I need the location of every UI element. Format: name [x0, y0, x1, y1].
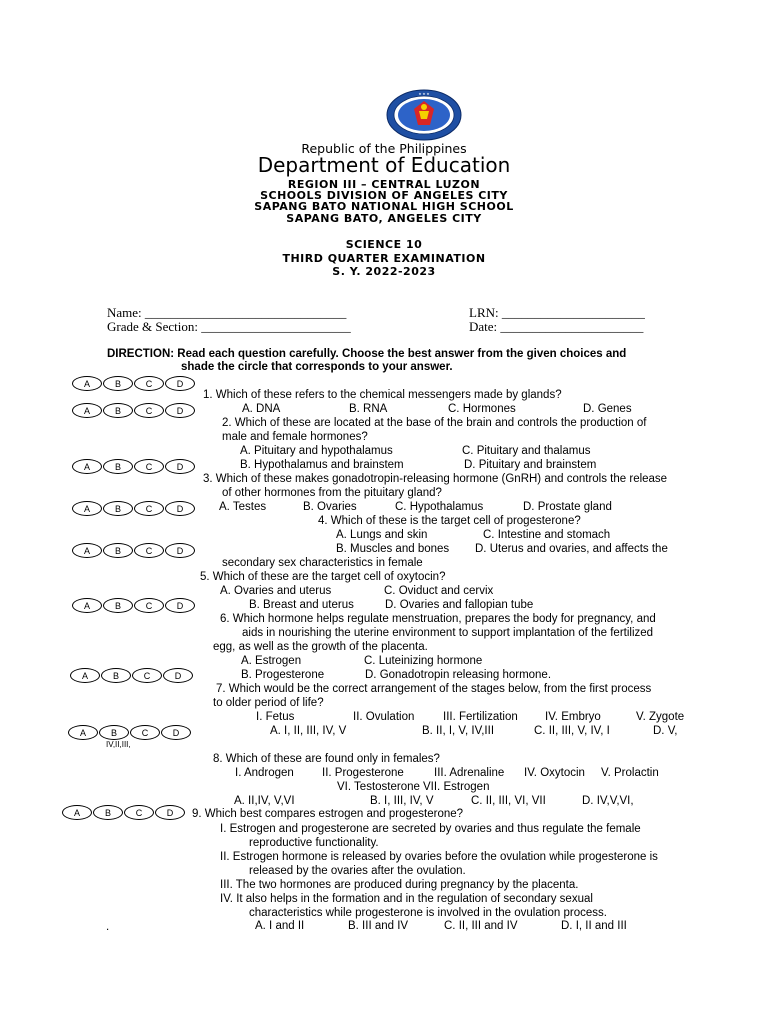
- question-2-cont: male and female hormones?: [222, 431, 368, 443]
- question-3-cont: of other hormones from the pituitary gland?: [222, 487, 442, 499]
- q8-item-5: V. Prolactin: [601, 767, 659, 779]
- question-4: 4. Which of these is the target cell of progesterone?: [318, 515, 581, 527]
- q3-choice-b: B. Ovaries: [303, 501, 357, 513]
- bubble-b[interactable]: B: [101, 668, 131, 683]
- q8-item-1: I. Androgen: [235, 767, 294, 779]
- q5-choice-b: B. Breast and uterus: [249, 599, 354, 611]
- q6-choice-c: C. Luteinizing hormone: [364, 655, 483, 667]
- q9-statement-2: II. Estrogen hormone is released by ovaries before the ovulation while progesterone is: [220, 851, 658, 863]
- q7-choice-d: D. V,: [653, 725, 678, 737]
- bubble-c[interactable]: C: [132, 668, 162, 683]
- q3-choice-d: D. Prostate gland: [523, 501, 612, 513]
- bubble-c[interactable]: C: [134, 501, 164, 516]
- date-field[interactable]: Date: ______________________: [469, 319, 644, 334]
- bubble-d[interactable]: D: [165, 598, 195, 613]
- school-year: S. Y. 2022-2023: [332, 265, 436, 278]
- bubble-a[interactable]: A: [72, 501, 102, 516]
- q9-statement-2-cont: released by the ovaries after the ovulation.: [249, 865, 466, 877]
- q5-choice-c: C. Oviduct and cervix: [384, 585, 494, 597]
- name-field[interactable]: Name: _______________________________: [107, 305, 347, 320]
- bubble-c[interactable]: C: [130, 725, 160, 740]
- q9-choice-a: A. I and II: [255, 920, 305, 932]
- bubble-b[interactable]: B: [103, 598, 133, 613]
- answer-bubbles-q8[interactable]: [68, 725, 191, 740]
- q9-statement-1-cont: reproductive functionality.: [249, 837, 379, 849]
- q8-choice-a: A. II,IV, V,VI: [234, 795, 295, 807]
- answer-bubbles-q9[interactable]: [62, 805, 185, 820]
- answer-bubbles-q1[interactable]: [72, 376, 195, 391]
- q3-choice-a: A. Testes: [219, 501, 267, 513]
- q9-choice-d: D. I, II and III: [561, 920, 627, 932]
- q7-stage-1: I. Fetus: [256, 711, 295, 723]
- bubble-d[interactable]: D: [165, 403, 195, 418]
- q8-choice-d: D. IV,V,VI,: [582, 795, 634, 807]
- q2-choice-a: A. Pituitary and hypothalamus: [240, 445, 393, 457]
- seal-text: ★ ★ ★: [418, 92, 430, 96]
- q2-choice-c: C. Pituitary and thalamus: [462, 445, 591, 457]
- question-7: 7. Which would be the correct arrangement of the stages below, from the first process: [216, 683, 652, 695]
- bubble-a[interactable]: A: [72, 403, 102, 418]
- q8-item-7: VII. Estrogen: [423, 781, 490, 793]
- question-6-cont-2: egg, as well as the growth of the placenta.: [213, 641, 428, 653]
- q4-choice-b: B. Muscles and bones: [336, 543, 450, 555]
- q5-choice-a: A. Ovaries and uterus: [220, 585, 332, 597]
- bubble-a[interactable]: A: [62, 805, 92, 820]
- q8-item-3: III. Adrenaline: [434, 767, 505, 779]
- department-title: Department of Education: [257, 153, 511, 177]
- q3-choice-c: C. Hypothalamus: [395, 501, 484, 513]
- bubble-d[interactable]: D: [165, 459, 195, 474]
- question-7-cont: to older period of life?: [213, 697, 324, 709]
- bubble-c[interactable]: C: [134, 376, 164, 391]
- q6-choice-b: B. Progesterone: [241, 669, 325, 681]
- q9-statement-1: I. Estrogen and progesterone are secreted by ovaries and thus regulate the female: [220, 823, 641, 835]
- q9-choice-b: B. III and IV: [348, 920, 409, 932]
- q9-statement-3: III. The two hormones are produced during pregnancy by the placenta.: [220, 879, 579, 891]
- q7-choice-c: C. II, III, V, IV, I: [534, 725, 610, 737]
- direction-line-1: DIRECTION: Read each question carefully. Choose the best answer from the given choices and: [107, 348, 627, 360]
- q8-item-2: II. Progesterone: [322, 767, 404, 779]
- bubble-a[interactable]: A: [72, 459, 102, 474]
- bubble-a[interactable]: A: [72, 376, 102, 391]
- q8-choice-c: C. II, III, VI, VII: [471, 795, 546, 807]
- school-line: SAPANG BATO NATIONAL HIGH SCHOOL: [254, 200, 514, 213]
- bubble-a[interactable]: A: [68, 725, 98, 740]
- bubble-b[interactable]: B: [103, 543, 133, 558]
- q7-stage-4: IV. Embryo: [545, 711, 601, 723]
- answer-bubbles-q2[interactable]: [72, 403, 195, 418]
- q7-choice-a: A. I, II, III, IV, V: [270, 725, 347, 737]
- bubble-c[interactable]: C: [124, 805, 154, 820]
- exam-subject: SCIENCE 10: [345, 238, 423, 251]
- question-6: 6. Which hormone helps regulate menstruation, prepares the body for pregnancy, and: [220, 613, 656, 625]
- bubble-b[interactable]: B: [93, 805, 123, 820]
- bubble-c[interactable]: C: [134, 543, 164, 558]
- grade-section-field[interactable]: Grade & Section: _______________________: [107, 319, 351, 334]
- q9-statement-4-cont: characteristics while progesterone is involved in the ovulation process.: [249, 907, 607, 919]
- bubble-b[interactable]: B: [103, 403, 133, 418]
- q7-stage-3: III. Fertilization: [443, 711, 518, 723]
- answer-bubbles-q3[interactable]: [72, 459, 195, 474]
- answer-bubbles-q4[interactable]: [72, 501, 195, 516]
- q1-choice-d: D. Genes: [583, 403, 632, 415]
- stray-dot: .: [106, 921, 110, 933]
- q2-choice-b: B. Hypothalamus and brainstem: [240, 459, 404, 471]
- bubble-d[interactable]: D: [165, 376, 195, 391]
- bubble-d[interactable]: D: [161, 725, 191, 740]
- question-4-cont: secondary sex characteristics in female: [222, 557, 423, 569]
- bubble-margin-note: IV,II,III,: [106, 740, 131, 749]
- lrn-field[interactable]: LRN: ______________________: [469, 305, 645, 320]
- q7-stage-5: V. Zygote: [636, 711, 685, 723]
- q1-choice-b: B. RNA: [349, 403, 388, 415]
- division-line: SCHOOLS DIVISION OF ANGELES CITY: [260, 189, 508, 202]
- direction-line-2: shade the circle that corresponds to your answer.: [181, 361, 453, 373]
- q8-choice-b: B. I, III, IV, V: [370, 795, 434, 807]
- bubble-c[interactable]: C: [134, 459, 164, 474]
- bubble-c[interactable]: C: [134, 403, 164, 418]
- q8-item-4: IV. Oxytocin: [524, 767, 585, 779]
- q9-choice-c: C. II, III and IV: [444, 920, 518, 932]
- bubble-a[interactable]: A: [72, 598, 102, 613]
- deped-seal-logo: [386, 89, 462, 141]
- question-8: 8. Which of these are found only in females?: [213, 753, 440, 765]
- bubble-d[interactable]: D: [155, 805, 185, 820]
- q9-statement-4: IV. It also helps in the formation and in the regulation of secondary sexual: [220, 893, 593, 905]
- answer-bubbles-q7[interactable]: [70, 668, 193, 683]
- address-line: SAPANG BATO, ANGELES CITY: [286, 212, 482, 225]
- q2-choice-d: D. Pituitary and brainstem: [464, 459, 597, 471]
- question-2: 2. Which of these are located at the base of the brain and controls the production of: [222, 417, 647, 429]
- bubble-d[interactable]: D: [165, 543, 195, 558]
- q4-choice-c: C. Intestine and stomach: [483, 529, 611, 541]
- bubble-a[interactable]: A: [72, 543, 102, 558]
- bubble-a[interactable]: A: [70, 668, 100, 683]
- q6-choice-a: A. Estrogen: [241, 655, 302, 667]
- bubble-c[interactable]: C: [134, 598, 164, 613]
- bubble-d[interactable]: D: [165, 501, 195, 516]
- q6-choice-d: D. Gonadotropin releasing hormone.: [365, 669, 552, 681]
- answer-bubbles-q6[interactable]: [72, 598, 195, 613]
- bubble-b[interactable]: B: [99, 725, 129, 740]
- q1-choice-a: A. DNA: [242, 403, 281, 415]
- q8-item-6: VI. Testosterone: [337, 781, 420, 793]
- q4-choice-d: D. Uterus and ovaries, and affects the: [475, 543, 668, 555]
- exam-title: THIRD QUARTER EXAMINATION: [282, 252, 486, 265]
- bubble-b[interactable]: B: [103, 376, 133, 391]
- bubble-b[interactable]: B: [103, 459, 133, 474]
- q7-choice-b: B. II, I, V, IV,III: [422, 725, 495, 737]
- q1-choice-c: C. Hormones: [448, 403, 516, 415]
- q7-stage-2: II. Ovulation: [353, 711, 415, 723]
- region-line: REGION III – CENTRAL LUZON: [287, 178, 481, 191]
- question-5: 5. Which of these are the target cell of oxytocin?: [200, 571, 446, 583]
- bubble-d[interactable]: D: [163, 668, 193, 683]
- q4-choice-a: A. Lungs and skin: [336, 529, 428, 541]
- question-1: 1. Which of these refers to the chemical messengers made by glands?: [203, 389, 562, 401]
- question-3: 3. Which of these makes gonadotropin-releasing hormone (GnRH) and controls the release: [203, 473, 668, 485]
- question-6-cont-1: aids in nourishing the uterine environment to support implantation of the fertilized: [242, 627, 654, 639]
- answer-bubbles-q5[interactable]: [72, 543, 195, 558]
- bubble-b[interactable]: B: [103, 501, 133, 516]
- republic-line: Republic of the Philippines: [301, 141, 467, 156]
- q5-choice-d: D. Ovaries and fallopian tube: [385, 599, 534, 611]
- question-9: 9. Which best compares estrogen and progesterone?: [192, 808, 464, 820]
